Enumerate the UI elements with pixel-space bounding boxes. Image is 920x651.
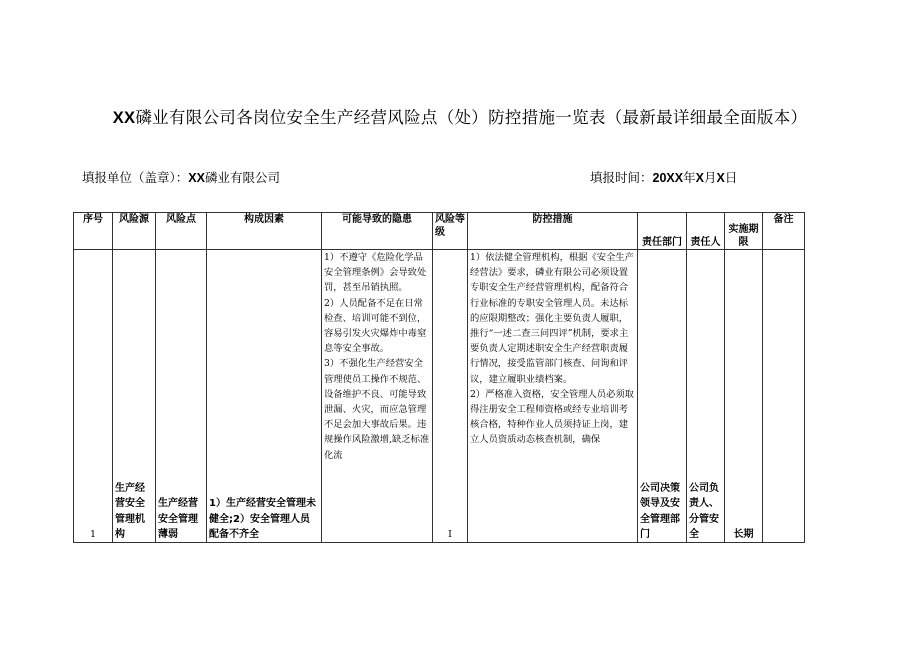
document-title — [0, 104, 920, 128]
table-row — [74, 250, 805, 543]
cell-dept: 公司决策领导及安全管理部门 — [638, 250, 687, 543]
header-level: 风险等级 — [433, 213, 468, 250]
cell-level: I — [433, 250, 468, 543]
cell-factors: 1）生产经营安全管理未健全;2）安全管理人员配备不齐全 — [207, 250, 322, 543]
header-factors: 构成因素 — [207, 213, 322, 250]
measure-item-1: 1）依法健全管理机构，根据《安全生产经营法》要求，磷业有限公司必须设置专职安全生产经营管理机构，配备符合行业标准的专职安全管理人员。未达标的应限期整改；强化主要负责人履职，推行“一述二查三问四评”机制，要求主要负责人定期述职安全生产经营职责履行情况，接受监管部门核查、问询和评议，建立履职业绩档案。 — [470, 252, 634, 385]
cell-seq: 1 — [74, 250, 113, 543]
cell-remark — [763, 250, 805, 543]
cell-measures — [468, 250, 638, 543]
hazard-item-3: 3）不强化生产经营安全管理使员工操作不规范、设备维护不良、可能导致泄漏、火灾，而应急管理不足会加大事故后果。违规操作风险激增,缺乏标准化流 — [324, 358, 430, 461]
header-remark: 备注 — [763, 213, 805, 250]
cell-person: 公司负责人、分管安全 — [687, 250, 725, 543]
table-header-row — [74, 213, 805, 250]
unit-value: 磷业有限公司 — [204, 170, 280, 185]
date-day: X — [716, 171, 725, 185]
date-month: X — [695, 171, 704, 185]
date-month-unit: 月 — [703, 170, 717, 185]
unit-label: 填报单位（盖章）： — [82, 170, 189, 185]
header-source: 风险源 — [113, 213, 156, 250]
cell-point: 生产经营安全管理薄弱 — [156, 250, 207, 543]
date-day-unit: 日 — [724, 170, 738, 185]
cell-source: 生产经营安全管理机构 — [113, 250, 156, 543]
cell-hazards — [322, 250, 433, 543]
header-dept: 责任部门 — [638, 213, 687, 250]
reporting-unit — [82, 168, 280, 186]
date-label: 填报时间： — [590, 170, 653, 185]
risk-control-table — [73, 212, 805, 543]
measure-item-2: 2）严格准入资格，安全管理人员必须取得注册安全工程师资格或经专业培训考核合格，特种作业人员须持证上岗，建立人员资质动态核查机制，确保 — [470, 388, 634, 446]
date-year-unit: 年 — [683, 170, 696, 185]
title-prefix: XX — [112, 109, 136, 127]
header-period: 实施期限 — [725, 213, 763, 250]
hazard-item-2: 2）人员配备不足在日常检查、培训可能不到位，容易引发火灾爆炸中毒窒息等安全事故。 — [324, 297, 427, 355]
cell-period: 长期 — [725, 250, 763, 543]
unit-prefix: XX — [188, 171, 205, 185]
title-text: 磷业有限公司各岗位安全生产经营风险点（处）防控措施一览表（最新最详细最全面版本） — [135, 108, 808, 127]
header-hazards: 可能导致的隐患 — [322, 213, 433, 250]
header-person: 责任人 — [687, 213, 725, 250]
date-year: 20XX — [652, 171, 684, 185]
header-point: 风险点 — [156, 213, 207, 250]
header-measures: 防控措施 — [468, 213, 638, 250]
hazard-item-1: 1）不遵守《危险化学品安全管理条例》会导致处罚，甚至吊销执照。 — [324, 252, 427, 294]
header-seq: 序号 — [74, 213, 113, 250]
reporting-date — [590, 168, 737, 186]
